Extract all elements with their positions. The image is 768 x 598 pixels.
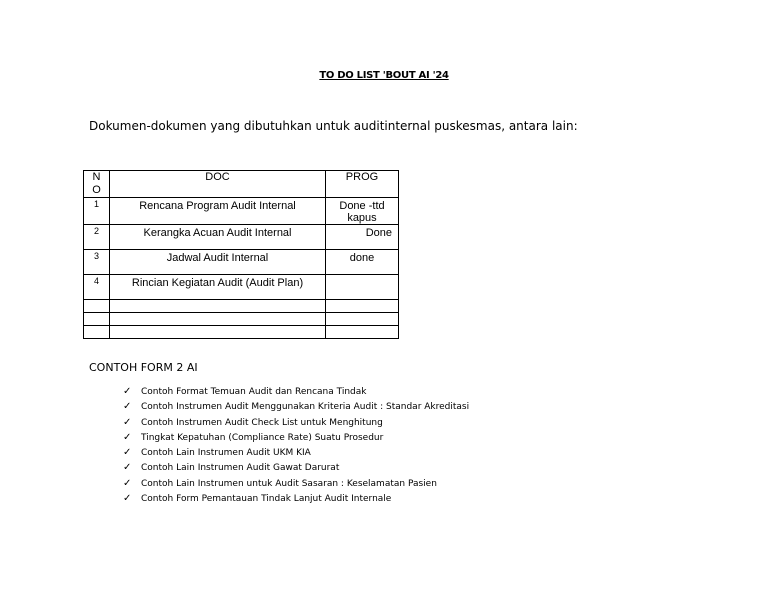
- header-doc: [110, 171, 326, 198]
- list-item: [123, 477, 469, 492]
- table-row: [84, 225, 399, 250]
- row-no-cell: [84, 275, 110, 300]
- table-header-row: [84, 171, 399, 198]
- checkmark-icon: ✓: [123, 462, 132, 474]
- table-row: [84, 275, 399, 300]
- row-prog-cell: [326, 250, 399, 275]
- list-item: [123, 492, 469, 507]
- list-item-text: Tingkat Kepatuhan (Compliance Rate) Suatu Prosedur: [141, 432, 384, 443]
- header-no: [84, 171, 110, 198]
- header-prog-text: PROG: [345, 171, 379, 183]
- form-list: [123, 385, 469, 507]
- list-item-text: Contoh Lain Instrumen untuk Audit Sasaran : Keselamatan Pasien: [141, 478, 437, 489]
- checkmark-icon: ✓: [123, 386, 132, 397]
- row-no-cell: [84, 198, 110, 225]
- table-row: [84, 198, 399, 225]
- list-item: [123, 416, 469, 431]
- row-doc-cell: [110, 198, 326, 225]
- row-no: 4: [93, 276, 99, 286]
- row-no: 3: [93, 251, 99, 261]
- row-prog: done: [349, 252, 375, 264]
- row-doc: Jadwal Audit Internal: [166, 252, 269, 264]
- document-title: TO DO LIST 'BOUT AI '24: [319, 70, 449, 81]
- header-doc-text: DOC: [205, 171, 230, 183]
- row-prog: [326, 275, 398, 277]
- row-prog: Done: [365, 227, 392, 239]
- document-table: [83, 170, 399, 339]
- list-item-text: Contoh Format Temuan Audit dan Rencana Tindak: [141, 387, 367, 397]
- row-doc-cell: [110, 275, 326, 300]
- list-item-text: Contoh Form Pemantauan Tindak Lanjut Audit Internale: [141, 494, 392, 505]
- list-item-text: Contoh Instrumen Audit Menggunakan Kriteria Audit : Standar Akreditasi: [141, 402, 470, 413]
- list-item: [123, 461, 469, 476]
- list-item: [123, 446, 469, 461]
- table-row-empty: [84, 326, 399, 339]
- header-prog: [326, 171, 399, 198]
- table-row-empty: [84, 300, 399, 313]
- row-no: 2: [93, 226, 99, 236]
- checkmark-icon: ✓: [123, 493, 132, 505]
- row-prog-cell: [326, 225, 399, 250]
- row-prog-cell: [326, 275, 399, 300]
- table-row: [84, 250, 399, 275]
- row-no-cell: [84, 225, 110, 250]
- row-doc: Kerangka Acuan Audit Internal: [143, 227, 292, 239]
- list-item-text: Contoh Lain Instrumen Audit Gawat Darurat: [141, 463, 340, 474]
- row-doc-cell: [110, 250, 326, 275]
- row-doc-cell: [110, 225, 326, 250]
- list-item: [123, 385, 469, 400]
- header-no-text: N O: [92, 171, 101, 196]
- table-row-empty: [84, 313, 399, 326]
- row-doc: Rincian Kegiatan Audit (Audit Plan): [131, 277, 304, 289]
- row-no: 1: [93, 199, 99, 209]
- row-no-cell: [84, 250, 110, 275]
- list-item: [123, 431, 469, 446]
- checkmark-icon: ✓: [123, 431, 132, 443]
- row-prog-cell: [326, 198, 399, 225]
- checkmark-icon: ✓: [123, 401, 132, 413]
- list-item: [123, 400, 469, 415]
- section-title: CONTOH FORM 2 AI: [89, 361, 198, 374]
- checkmark-icon: ✓: [123, 477, 132, 489]
- checkmark-icon: ✓: [123, 416, 132, 428]
- row-prog: Done -ttd kapus: [339, 200, 385, 224]
- intro-text: Dokumen-dokumen yang dibutuhkan untuk auditinternal puskesmas, antara lain:: [89, 119, 578, 133]
- list-item-text: Contoh Lain Instrumen Audit UKM KIA: [141, 448, 311, 459]
- checkmark-icon: ✓: [123, 447, 132, 459]
- row-doc: Rencana Program Audit Internal: [139, 200, 296, 212]
- list-item-text: Contoh Instrumen Audit Check List untuk Menghitung: [141, 417, 383, 428]
